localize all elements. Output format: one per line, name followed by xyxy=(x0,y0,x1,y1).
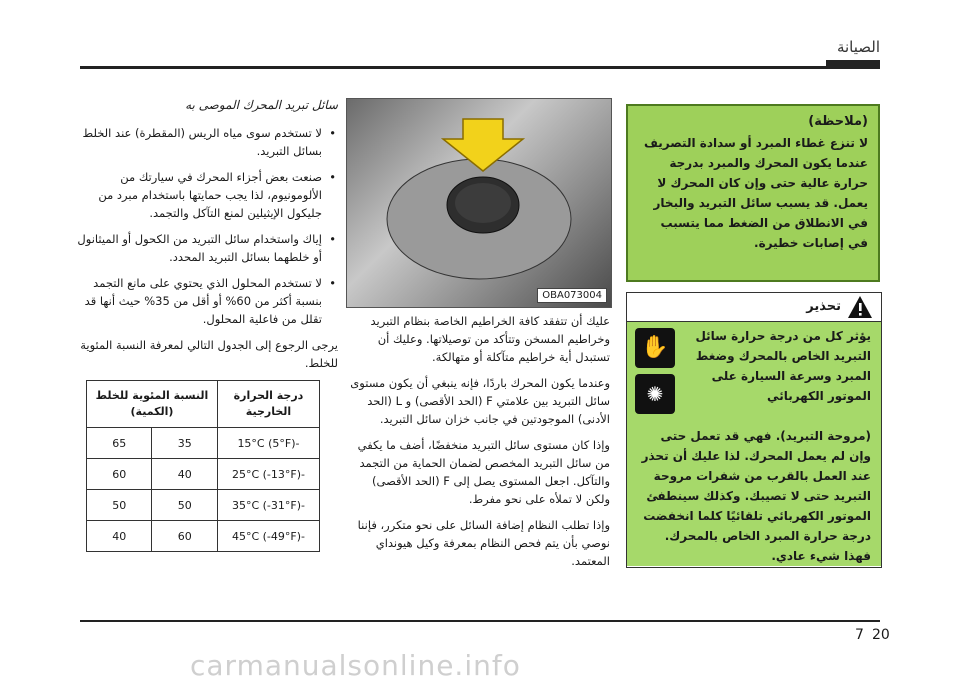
section-number: 7 xyxy=(855,627,864,643)
notice-text: لا تنزع غطاء المبرد أو سدادة التصريف عندما يكون المحرك والمبرد بدرجة حرارة عالية حتى وإن كان المحرك لا يعمل. قد يسبب سائل التبريد والبخار في الانطلاق من الضغط مما يتسبب في إصابات خطيرة. xyxy=(643,136,868,250)
image-code: OBA073004 xyxy=(537,288,607,303)
section-title: الصيانة xyxy=(836,38,880,56)
table-intro: يرجى الرجوع إلى الجدول التالي لمعرفة النسبة المئوية للخلط. xyxy=(80,338,338,370)
paragraph: عليك أن تتفقد كافة الخراطيم الخاصة بنظام التبريد وخراطيم المسخن وتتأكد من توصيلاتها. وعليك أن تستبدل أية خراطيم متآكلة أو متهالكة. xyxy=(370,314,610,364)
notice-title: (ملاحظة) xyxy=(808,114,868,129)
footer-divider xyxy=(80,620,880,622)
middle-column-text xyxy=(346,312,610,570)
mixture-table-wrap xyxy=(86,380,320,552)
table-cell: 40 xyxy=(152,459,217,490)
paragraph: وإذا كان مستوى سائل التبريد منخفضًا، أضف ما يكفي من سائل التبريد المخصص لضمان الحماية من التجمد والتآكل. اجعل المستوى يصل إلى F (الحد الأقصى) ولكن لا تملأه على نحو مفرط. xyxy=(357,438,610,506)
coolant-cap-illustration xyxy=(347,99,611,307)
table-cell: 50 xyxy=(152,490,217,521)
coolant-subheading: سائل تبريد المحرك الموصى به xyxy=(185,98,338,112)
bullet-item: • صنعت بعض أجزاء المحرك في سيارتك من الألومونيوم، لذا يجب حمايتها باستخدام مبرد من جليكول الإيثيلين لمنع التآكل والتجمد. xyxy=(76,168,322,222)
table-header-ratio: النسبة المئوية للخلط (الكمية) xyxy=(87,381,218,428)
coolant-reservoir-photo xyxy=(346,98,612,308)
left-column xyxy=(76,98,338,372)
coolant-bullets xyxy=(76,124,338,328)
table-cell: 50 xyxy=(87,490,152,521)
paragraph: وعندما يكون المحرك باردًا، فإنه ينبغي أن يكون مستوى سائل التبريد بين علامتي F (الحد الأقصى) و L (الحد الأدنى) الموجودتين في جانب خزان سائل التبريد. xyxy=(350,376,610,426)
bullet-item: • إياك واستخدام سائل التبريد من الكحول أو الميثانول أو خلطهما بسائل التبريد المحدد. xyxy=(76,230,322,266)
warning-title: تحذير xyxy=(806,299,841,314)
table-header-temp: درجة الحرارة الخارجية xyxy=(217,381,319,428)
table-cell: -45°C (-49°F) xyxy=(217,521,319,552)
warning-intro: يؤثر كل من درجة حرارة سائل التبريد الخاص بالمحرك وضغط المبرد وسرعة السيارة على الموتور الكهربائي xyxy=(695,329,871,403)
table-cell: -15°C (5°F) xyxy=(217,428,319,459)
bullet-item: • لا تستخدم سوى مياه الريس (المقطرة) عند الخلط بسائل التبريد. xyxy=(76,124,322,160)
header-divider xyxy=(80,66,880,69)
page-number: 20 xyxy=(872,627,890,643)
notice-box xyxy=(626,104,880,282)
warning-header xyxy=(627,293,881,322)
table-cell: -25°C (-13°F) xyxy=(217,459,319,490)
table-cell: 35 xyxy=(152,428,217,459)
table-cell: -35°C (-31°F) xyxy=(217,490,319,521)
table-cell: 40 xyxy=(87,521,152,552)
watermark: carmanualsonline.info xyxy=(190,649,521,682)
mixture-table xyxy=(86,380,320,552)
table-row xyxy=(87,521,320,552)
table-cell: 60 xyxy=(152,521,217,552)
fan-hazard-icon: ✺ xyxy=(635,374,675,414)
table-cell: 65 xyxy=(87,428,152,459)
paragraph: وإذا تطلب النظام إضافة السائل على نحو متكرر، فإننا نوصي بأن يتم فحص النظام بمعرفة وكيل هيونداي المعتمد. xyxy=(357,518,610,568)
warning-content xyxy=(627,322,881,566)
warning-icons xyxy=(635,328,679,414)
table-row xyxy=(87,490,320,521)
table-cell: 60 xyxy=(87,459,152,490)
warning-box xyxy=(626,292,882,568)
table-row xyxy=(87,428,320,459)
table-row xyxy=(87,459,320,490)
bullet-item: • لا تستخدم المحلول الذي يحتوي على مانع التجمد بنسبة أكثر من 60% أو أقل من 35% حيث أنها قد تقلل من فاعلية المحلول. xyxy=(76,274,322,328)
hand-stop-icon: ✋ xyxy=(635,328,675,368)
header-accent-bar xyxy=(826,60,880,69)
warning-triangle-icon xyxy=(847,295,873,319)
warning-text: (مروحة التبريد). فهي قد تعمل حتى وإن لم يعمل المحرك. لذا عليك أن تحذر عند العمل بالقرب من شفرات مروحة التبريد حتى لا تصيبك. وكذلك سينطفئ الموتور الكهربائي تلقائيًا كلما انخفضت درجة حرارة المبرد الخاص بالمحرك. فهذا شيء عادي. xyxy=(641,429,871,563)
